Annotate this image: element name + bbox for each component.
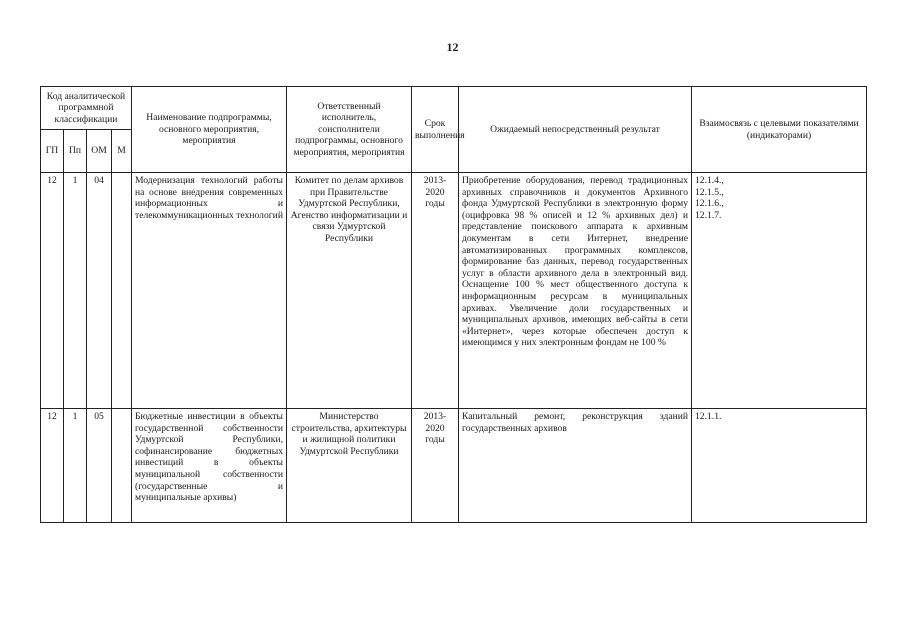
cell-links <box>692 409 867 523</box>
indicator-link: 12.1.4., <box>695 175 724 186</box>
cell-om: 05 <box>87 409 112 523</box>
cell-result: Капитальный ремонт, реконструкция зданий государственных архивов <box>459 409 692 523</box>
cell-m <box>112 409 132 523</box>
cell-name: Модернизация технологий работы на основе внедрения современных информационных и телекоммуникационных технологий <box>132 173 287 409</box>
indicator-link: 12.1.7. <box>695 209 722 221</box>
header-gp: ГП <box>41 130 64 173</box>
header-result: Ожидаемый непосредственный результат <box>459 87 692 173</box>
responsible-line: Агенство информатизации и связи Удмуртской Республики <box>290 209 408 244</box>
header-link: Взаимосвязь с целевыми показателями (индикаторами) <box>692 87 867 173</box>
header-term: Срок выполнения <box>412 87 459 173</box>
program-table <box>40 86 867 523</box>
cell-links <box>692 173 867 409</box>
header-row-top <box>41 87 867 130</box>
cell-m <box>112 173 132 409</box>
cell-result: Приобретение оборудования, перевод традиционных архивных справочников и документов Архивного фонда Удмуртской Республики в электронную форму (оцифровка 98 % описей и 12 % архивных дел) и представление поискового аппарата к архивным документам в сети Интернет, внедрение автоматизированных программных комплексов, формирование баз данных, перевод государственных услуг в области архивного дела в электронный вид. Оснащение 100 % мест общественного доступа к информационным ресурсам в муниципальных архивах. Увеличение доли государственных и муниципальных архивов, имеющих веб-сайты в сети «Интернет», через которые обеспечен доступ к имеющимся у них электронным фондам не 100 % <box>459 173 692 409</box>
header-code-group: Код аналитической программной классификации <box>41 87 132 130</box>
cell-name: Бюджетные инвестиции в объекты государственной собственности Удмуртской Республики, софинансирование бюджетных инвестиций в объекты муниципальной собственности (государственные и муниципальные архивы) <box>132 409 287 523</box>
cell-responsible <box>287 409 412 523</box>
cell-responsible <box>287 173 412 409</box>
header-om: ОМ <box>87 130 112 173</box>
header-m: М <box>112 130 132 173</box>
table-row <box>41 409 867 523</box>
cell-gp: 12 <box>41 173 64 409</box>
header-name: Наименование подпрограммы, основного мероприятия, мероприятия <box>132 87 287 173</box>
table-row <box>41 173 867 409</box>
cell-pp: 1 <box>64 173 87 409</box>
cell-pp: 1 <box>64 409 87 523</box>
header-pp: Пп <box>64 130 87 173</box>
cell-om: 04 <box>87 173 112 409</box>
indicator-link: 12.1.6., <box>695 198 724 210</box>
indicator-link: 12.1.5., <box>695 186 724 198</box>
page-number: 12 <box>446 40 459 54</box>
cell-gp: 12 <box>41 409 64 523</box>
responsible-line: Министерство строительства, архитектуры и жилищной политики Удмуртской Республики <box>291 411 407 457</box>
header-responsible: Ответственный исполнитель, соисполнители подпрограммы, основного мероприятия, мероприятия <box>287 87 412 173</box>
cell-term: 2013-2020 годы <box>412 409 459 523</box>
cell-term: 2013-2020 годы <box>412 173 459 409</box>
responsible-line: Комитет по делам архивов при Правительстве Удмуртской Республики, <box>294 175 404 210</box>
indicator-link: 12.1.1. <box>695 411 722 422</box>
